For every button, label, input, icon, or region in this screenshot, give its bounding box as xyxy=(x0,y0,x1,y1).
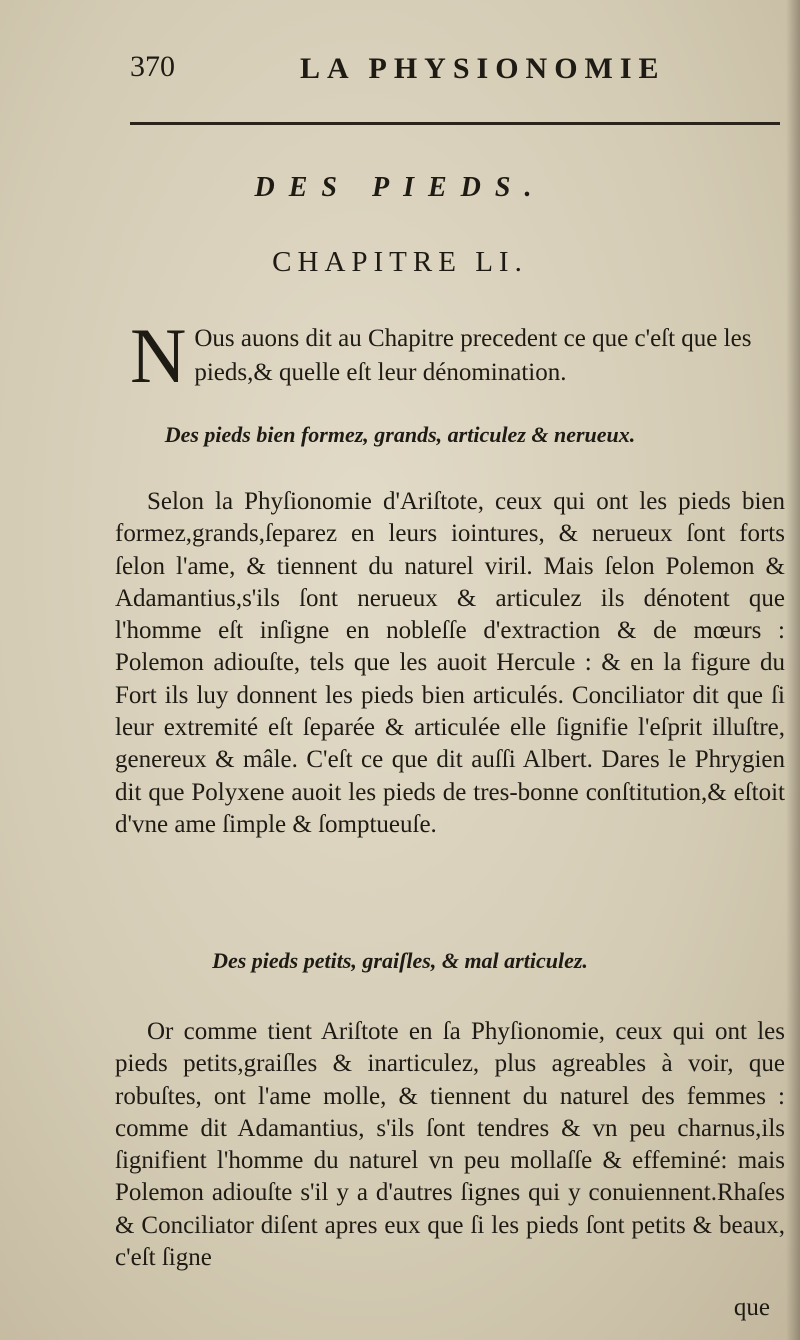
paragraph-small-feet: Or comme tient Ariſtote en ſa Phyſionomie, ceux qui ont les pieds petits,graiſles & inarticulez, plus agreables à voir, que robuſtes, ont l'ame molle, & tiennent du naturel des femmes : comme dit Adamantius, s'ils ſont tendres & vn peu charnus,ils ſignifient l'homme du naturel vn peu mollaſſe & effeminé: mais Polemon adiouſte s'il y a d'autres ſignes qui y conuiennent.Rhaſes & Conciliator diſent apres eux que ſi les pieds ſont petits & beaux, c'eſt ſigne xyxy=(115,1018,785,1272)
paragraph-well-formed-feet: Selon la Phyſionomie d'Ariſtote, ceux qui ont les pieds bien formez,grands,ſeparez en leurs iointures, & nerueux ſont forts ſelon l'ame, & tiennent du naturel viril. Mais ſelon Polemon & Adamantius,s'ils ſont nerueux & articulez ils dénotent que l'homme eſt inſigne en nobleſſe d'extraction & de mœurs : Polemon adiouſte, tels que les auoit Hercule : & en la figure du Fort ils luy donnent les pieds bien articulés. Conciliator dit que ſi leur extremité eſt ſeparée & articulée elle ſignifie l'eſprit illuſtre, genereux & mâle. C'eſt ce que dit auſſi Albert. Dares le Phrygien dit que Polyxene auoit les pieds de tres-bonne conſtitution,& eſtoit d'vne ame ſimple & ſomptueuſe. xyxy=(115,488,785,838)
drop-cap: N xyxy=(130,312,187,399)
page-number: 370 xyxy=(130,50,175,83)
page-header xyxy=(130,50,780,90)
section-title: DES PIEDS. xyxy=(254,172,546,203)
intro-text: Ous auons dit au Chapitre precedent ce que c'eſt que les pieds,& quelle eſt leur dénomination. xyxy=(194,325,752,386)
header-rule xyxy=(130,122,780,125)
subheading-small-feet: Des pieds petits, graiſles, & mal articulez. xyxy=(212,948,588,973)
intro-paragraph xyxy=(130,312,785,399)
chapter-title: CHAPITRE LI. xyxy=(272,246,528,278)
running-head: LA PHYSIONOMIE xyxy=(300,52,666,85)
catchword: que xyxy=(733,1294,770,1321)
subheading-well-formed-feet: Des pieds bien formez, grands, articulez & nerueux. xyxy=(164,422,636,447)
